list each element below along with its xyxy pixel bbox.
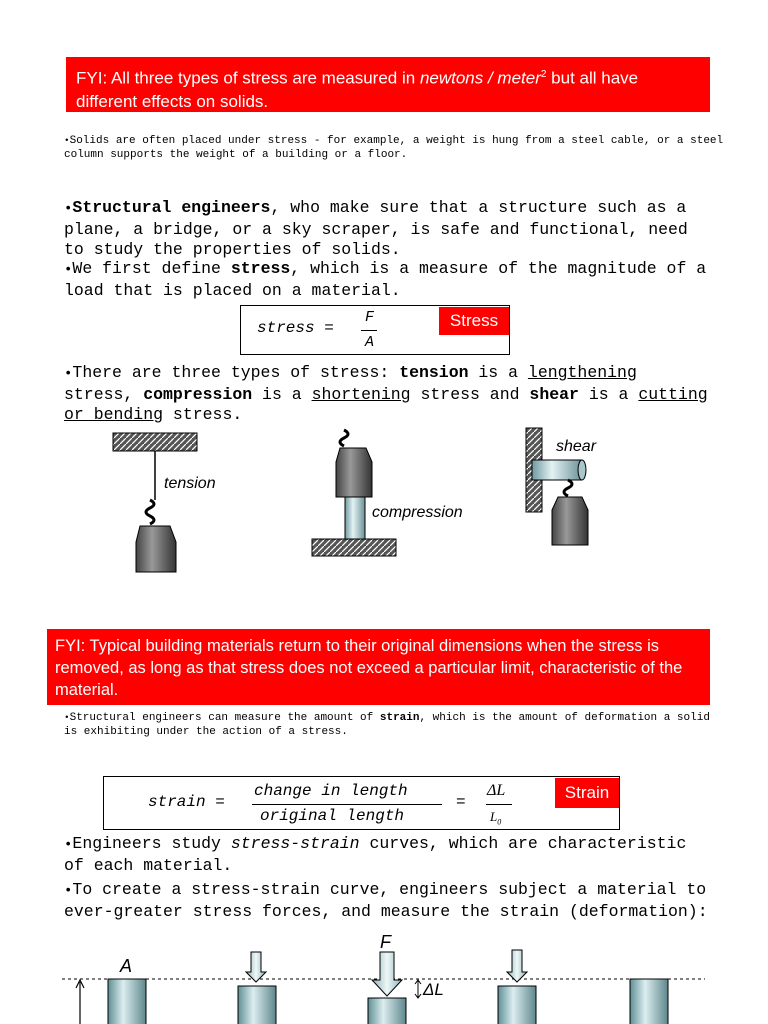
bullet-icon: • <box>64 201 73 217</box>
force-label: F <box>380 932 391 952</box>
strain-tag: Strain <box>555 778 619 808</box>
area-label: A <box>120 956 133 976</box>
strain-numerator: change in length <box>254 782 408 800</box>
tension-label: tension <box>164 475 216 492</box>
fyi-callout-units: FYI: All three types of stress are measured in newtons / meter$^2$ but all have different effects on solids. <box>66 57 710 112</box>
strain-formula-box <box>103 776 620 830</box>
stress-numerator: F <box>365 309 375 326</box>
shear-label: shear <box>556 438 597 455</box>
compression-label: compression <box>372 504 463 521</box>
bullet-icon: • <box>64 883 73 899</box>
intro-paragraph: •Solids are often placed under stress - for example, a weight is hung from a steel cable, or a steel column supports the weight of a building or a floor. <box>64 135 724 161</box>
compression-illustration <box>312 430 463 556</box>
strain-lhs: strain = <box>148 793 225 811</box>
define-stress-paragraph: •We first define stress, which is a measure of the magnitude of a load that is placed on a material. <box>64 259 707 300</box>
fraction-bar <box>252 804 442 805</box>
fraction-bar <box>486 804 512 805</box>
create-curve-paragraph: •To create a stress-strain curve, engineers subject a material to ever-greater stress forces, and measure the strain (deformation): <box>64 880 708 921</box>
bullet-icon: • <box>64 712 70 723</box>
l0-denominator: $L_0$ <box>490 809 502 827</box>
delta-l-label: ΔL <box>423 980 444 999</box>
strain-denominator: original length <box>260 807 405 825</box>
delta-l-numerator: ΔL <box>487 782 506 799</box>
stress-types-paragraph: •There are three types of stress: tension is a lengthening stress, compression is a shortening stress and shear is a cutting or bending stress. <box>64 363 708 424</box>
stress-strain-curves-paragraph: •Engineers study stress-strain curves, which are characteristic of each material. <box>64 834 687 875</box>
stress-tag: Stress <box>439 307 509 335</box>
strain-intro-paragraph: •Structural engineers can measure the amount of strain, which is the amount of deformation a solid is exhibiting under the action of a stress. <box>64 712 710 738</box>
stress-lhs: stress = <box>257 319 334 337</box>
engineers-paragraph: •Structural engineers, who make sure that a structure such as a plane, a bridge, or a sky scraper, is safe and functional, need to study the properties of solids. <box>64 198 688 259</box>
strain-test-illustration <box>0 920 768 1024</box>
tension-illustration <box>113 433 216 572</box>
strain-eq2: = <box>456 793 466 811</box>
fyi-callout-elastic: FYI: Typical building materials return to their original dimensions when the stress is removed, as long as that stress does not exceed a particular limit, characteristic of the material. <box>47 629 710 705</box>
shear-illustration <box>526 428 597 545</box>
bullet-icon: • <box>64 837 73 853</box>
bullet-icon: • <box>64 366 73 382</box>
bullet-icon: • <box>64 262 73 278</box>
stress-denominator: A <box>365 334 375 351</box>
bullet-icon: • <box>64 135 70 146</box>
